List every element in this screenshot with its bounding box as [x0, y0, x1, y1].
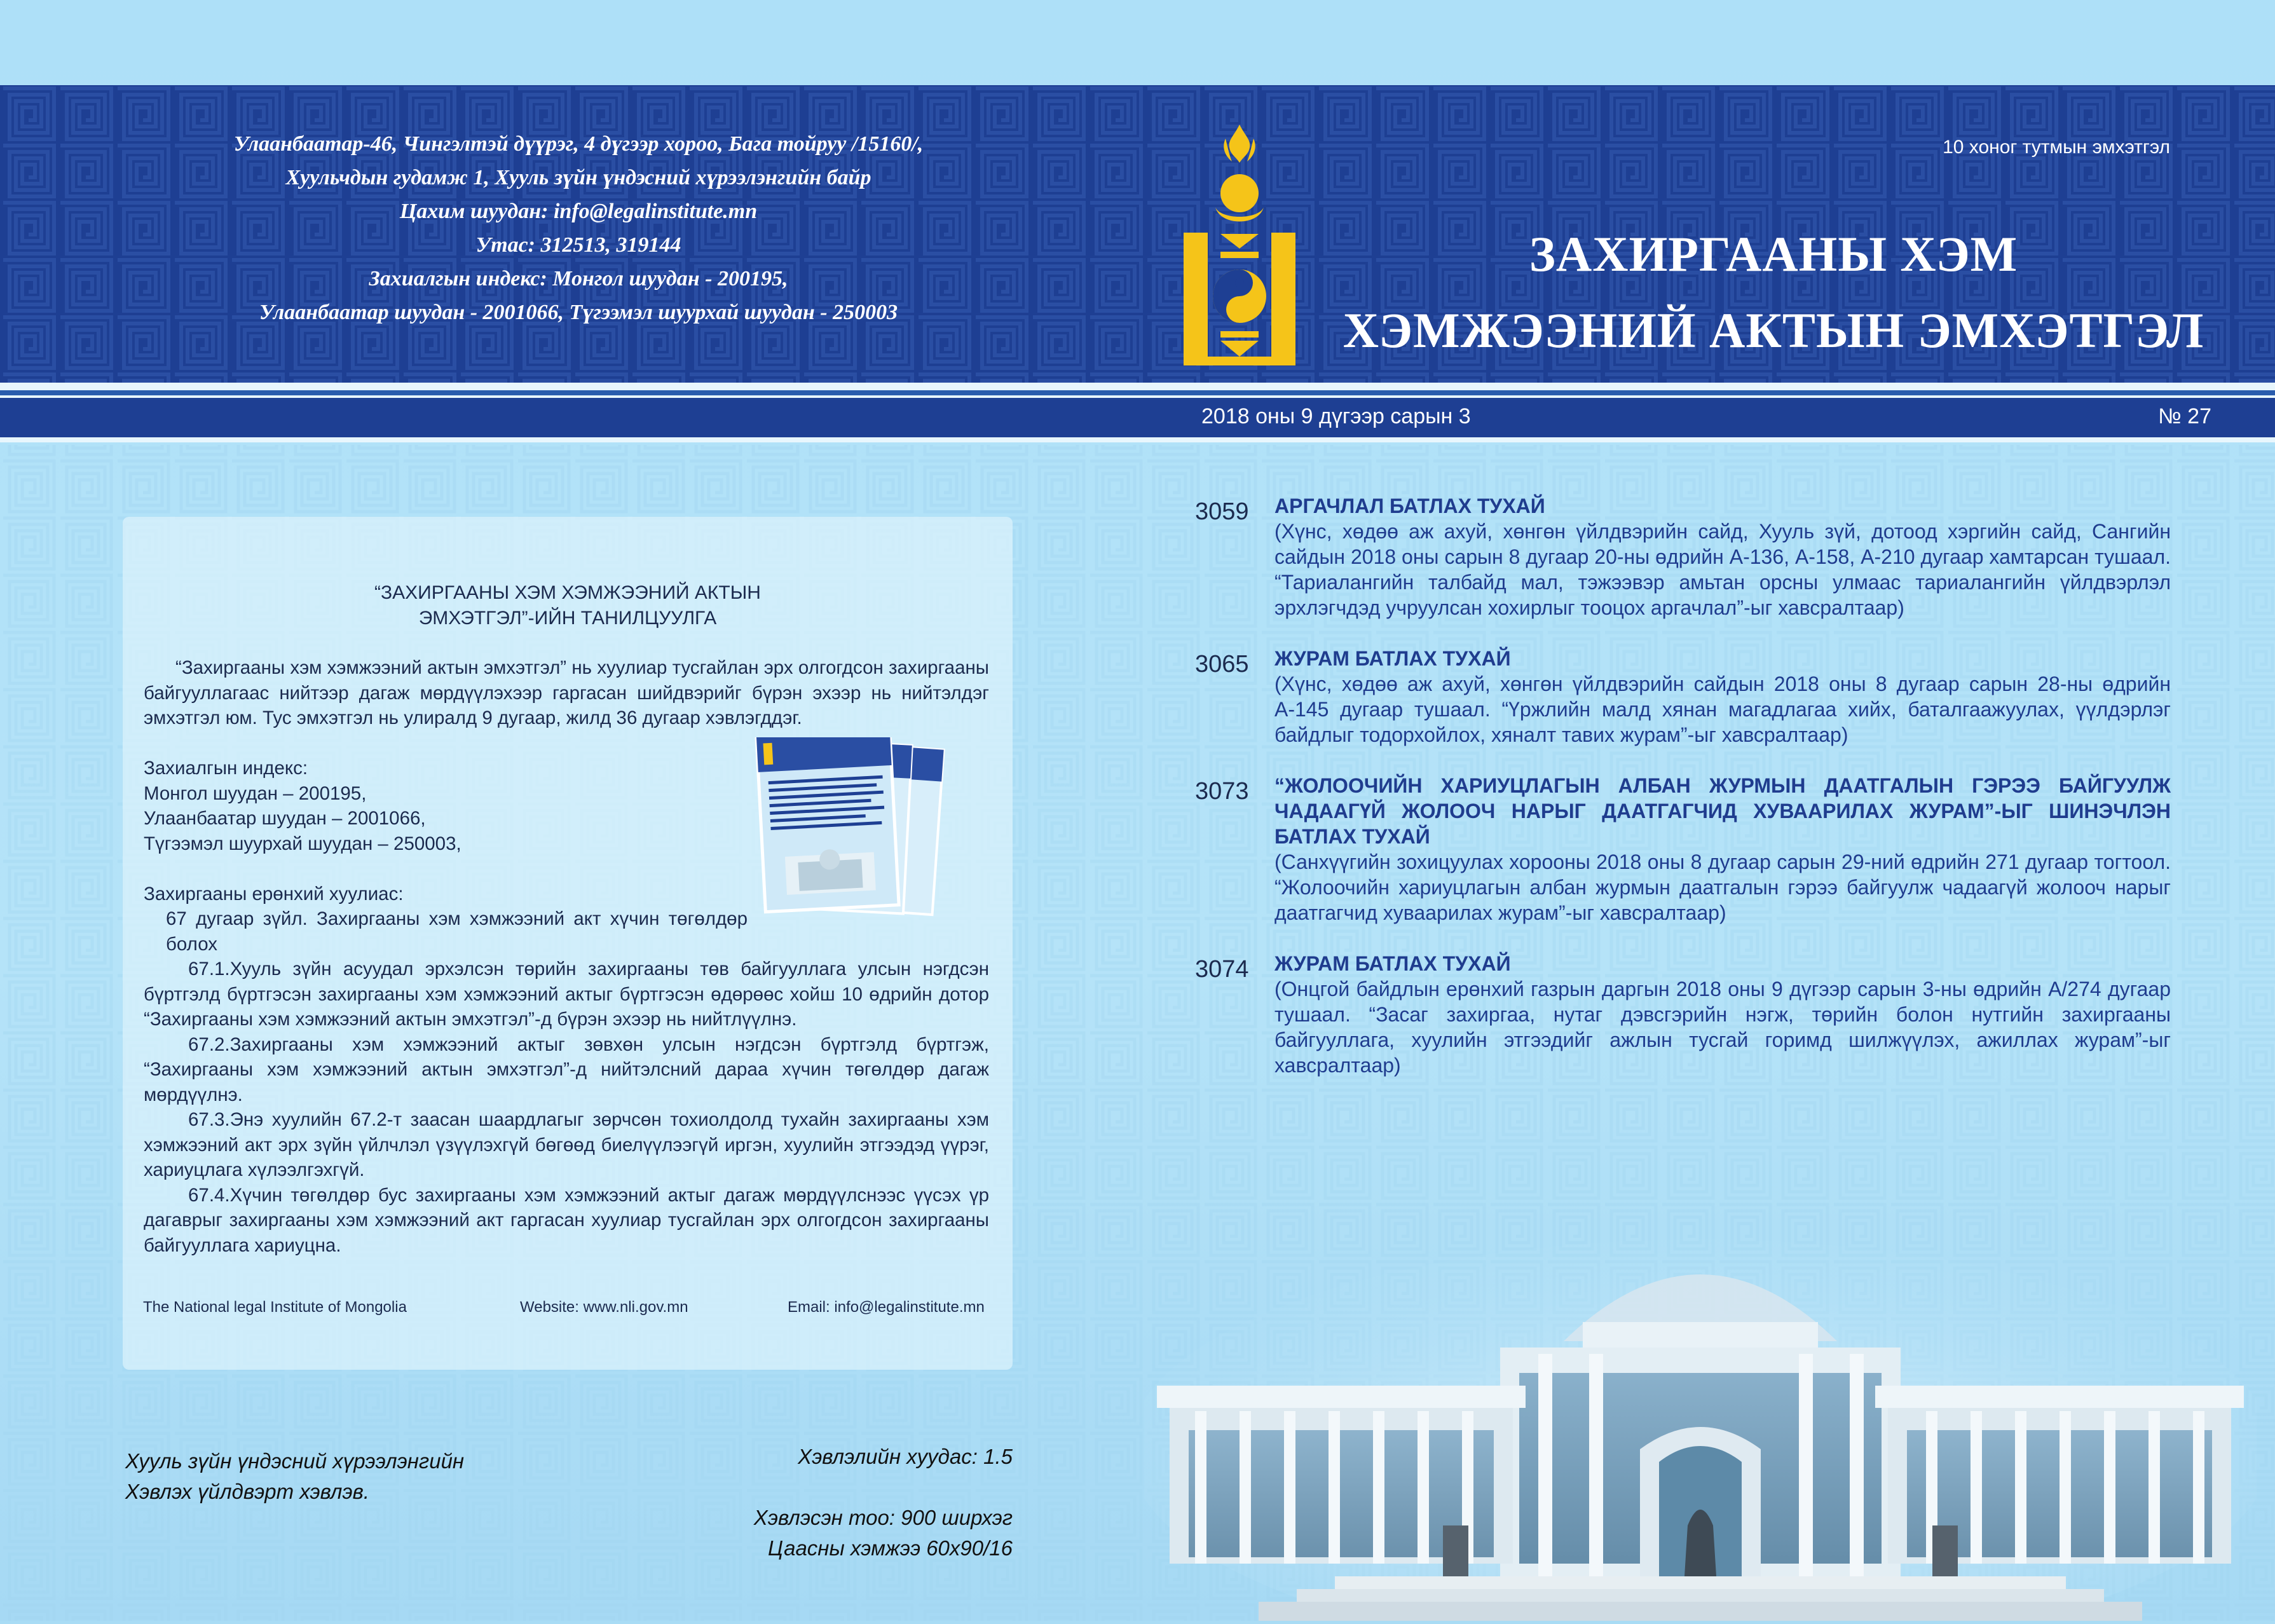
introduction-title-line: ЭМХЭТГЭЛ”-ИЙН ТАНИЛЦУУЛГА — [418, 608, 717, 629]
toc-description: (Онцгой байдлын ерөнхий газрын даргын 2018 оны 9 дүгээр сарын 3-ны өдрийн А/274 дугаар тушаал. “Засаг захиргаа, нутаг дэвсгэрийн нэгж, төрийн болон нутгийн захиргааны байгууллага, хуулийн этгээдийг ажлын тусгай горимд шилжүүлэх, ажиллах журам”-ыг хавсралтаар) — [1274, 978, 2171, 1077]
law-label: Захиргааны ерөнхий хуулиас: — [144, 883, 404, 904]
toc-description: (Хүнс, хөдөө аж ахуй, хөнгөн үйлдвэрийн сайд, Хууль зүй, дотоод хэргийн сайд, Сангийн сайдын 2018 оны сарын 8 дугаар 20-ны өдрийн А-136, А-158, А-210 дугаар хамтарсан тушаал. “Тариалангийн талбайд мал, тэжээвэр амьтан орсны улмаас тариалангийн үйлдвэрлэл эрхлэгчдэд учруулсан хохирлыг тооцох аргачлал”-ыг хавсралтаар) — [1274, 520, 2171, 619]
subscription-line: Улаанбаатар шуудан - 2001066, Түгээмэл шуурхай шуудан - 250003 — [259, 301, 898, 324]
footer-organization: The National legal Institute of Mongolia — [143, 1299, 407, 1316]
introduction-title-line: “ЗАХИРГААНЫ ХЭМ ХЭМЖЭЭНИЙ АКТЫН — [374, 582, 761, 603]
toc-page-number: 3073 — [1195, 778, 1249, 805]
toc-page-number: 3059 — [1195, 498, 1249, 525]
printer-line: Хууль зүйн үндэсний хүрээлэнгийн — [125, 1449, 465, 1473]
journal-title-line1: ЗАХИРГААНЫ ХЭМ — [1529, 226, 2018, 282]
law-clause: 67.4.Хүчин төгөлдөр бус захиргааны хэм хэмжээний актыг дагаж мөрдүүлснээс үүсэх үр дагаврыг захиргааны хэм хэмжээний акт гаргасан хуулиар тусгайлан эрх олгогдсон захиргааны байгууллага хариуцна. — [144, 1184, 989, 1256]
toc-description: (Санхүүгийн зохицуулах хорооны 2018 оны 8 дугаар сарын 29-ний өдрийн 271 дугаар тогтоол. “Жолоочийн хариуцлагын албан журмын даатгалын гэрээ байгуулж чадаагүй жолооч нарыг даатгагчид хуваарилах журам”-ыг хавсралтаар) — [1274, 850, 2171, 924]
footer-email: Email: info@legalinstitute.mn — [788, 1299, 985, 1316]
subscription-item: Түгээмэл шуурхай шуудан – 250003, — [144, 833, 461, 854]
phone-line: Утас: 312513, 319144 — [475, 233, 681, 257]
journal-booklets-image — [753, 737, 969, 925]
introduction-title — [123, 580, 1013, 631]
subscription-label: Захиалгын индекс: — [144, 758, 308, 779]
publication-frequency: 10 хоног тутмын эмхэтгэл — [1943, 137, 2170, 158]
journal-title-line2: ХЭМЖЭЭНИЙ АКТЫН ЭМХЭТГЭЛ — [1342, 303, 2204, 358]
toc-entry[interactable] — [1189, 493, 2171, 620]
government-palace-image — [1144, 1195, 2257, 1624]
publisher-address — [165, 127, 992, 329]
law-article: 67 дугаар зүйл. Захиргааны хэм хэмжээний акт хүчин төгөлдөр болох — [166, 908, 748, 955]
toc-entry[interactable] — [1189, 646, 2171, 747]
email-line: Цахим шуудан: info@legalinstitute.mn — [399, 200, 758, 223]
subscription-line: Захиалгын индекс: Монгол шуудан - 200195, — [369, 267, 788, 290]
toc-title: “ЖОЛООЧИЙН ХАРИУЦЛАГЫН АЛБАН ЖУРМЫН ДААТГАЛЫН ГЭРЭЭ БАЙГУУЛЖ ЧАДААГҮЙ ЖОЛООЧ НАРЫГ ДААТГАГЧИД ХУВААРИЛАХ ЖУРАМ”-ЫГ ШИНЭЧЛЭН БАТЛАХ ТУХАЙ — [1274, 774, 2171, 848]
address-line: Улаанбаатар-46, Чингэлтэй дүүрэг, 4 дүгээр хороо, Бага тойруу /15160/, — [233, 132, 924, 156]
divider — [0, 390, 2275, 395]
subscription-item: Монгол шуудан – 200195, — [144, 782, 367, 804]
journal-title — [1335, 216, 2212, 369]
print-details — [754, 1442, 1013, 1564]
introduction-panel — [123, 517, 1013, 1370]
toc-title: ЖУРАМ БАТЛАХ ТУХАЙ — [1274, 952, 1511, 975]
issue-date: 2018 оны 9 дүгээр сарын 3 — [1201, 404, 1471, 428]
law-clause: 67.3.Энэ хуулийн 67.2-т заасан шаардлагыг зөрчсөн тохиолдолд тухайн захиргааны хэм хэмжээний акт эрх зүйн үйлчлэл үзүүлэхгүй бөгөөд биелүүлээгүй иргэн, хуулийн этгээдэд үүрэг, хариуцлага хүлээлгэхгүй. — [144, 1109, 989, 1180]
toc-title: ЖУРАМ БАТЛАХ ТУХАЙ — [1274, 647, 1511, 670]
toc-entry[interactable] — [1189, 773, 2171, 925]
divider — [0, 437, 2275, 442]
subscription-item: Улаанбаатар шуудан – 2001066, — [144, 808, 426, 829]
print-sheets: Хэвлэлийн хуудас: 1.5 — [798, 1445, 1013, 1468]
table-of-contents — [1189, 493, 2171, 1103]
toc-page-number: 3065 — [1195, 651, 1249, 678]
toc-page-number: 3074 — [1195, 956, 1249, 983]
issue-number: № 27 — [2158, 404, 2211, 428]
footer-website: Website: www.nli.gov.mn — [520, 1299, 688, 1316]
law-clause: 67.1.Хууль зүйн асуудал эрхэлсэн төрийн захиргааны төв байгууллага улсын нэгдсэн бүртгэлд бүртгэсэн захиргааны хэм хэмжээний актыг бүртгэсэн өдөрөөс хойш 10 өдрийн дотор “Захиргааны хэм хэмжээний актын эмхэтгэл”-д бүрэн эхээр нь нийтлүүлнэ. — [144, 959, 989, 1030]
paper-size: Цаасны хэмжээ 60х90/16 — [768, 1536, 1013, 1560]
law-clause: 67.2.Захиргааны хэм хэмжээний актыг зөвхөн улсын нэгдсэн бүртгэлд бүртгэж, “Захиргааны хэм хэмжээний актын эмхэтгэл”-д нийтэлсний дараа хүчин төгөлдөр дагаж мөрдүүлнэ. — [144, 1034, 989, 1105]
address-line: Хуульчдын гудамж 1, Хууль зүйн үндэсний хүрээлэнгийн байр — [285, 166, 871, 189]
toc-title: АРГАЧЛАЛ БАТЛАХ ТУХАЙ — [1274, 495, 1545, 517]
intro-paragraph: “Захиргааны хэм хэмжээний актын эмхэтгэл” нь хуулиар тусгайлан эрх олгогдсон захиргааны байгууллагаас нийтээр дагаж мөрдүүлэхээр гаргасан шийдвэрийг бүрэн эхээр нь нийтэлдэг эмхэтгэл юм. Тус эмхэтгэл нь улиралд 9 дугаар, жилд 36 дугаар хэвлэгддэг. — [144, 657, 989, 728]
printer-info — [125, 1446, 464, 1507]
date-bar — [0, 398, 2275, 437]
toc-entry[interactable] — [1189, 951, 2171, 1078]
toc-description: (Хүнс, хөдөө аж ахуй, хөнгөн үйлдвэрийн сайдын 2018 оны 8 дугаар сарын 28-ны өдрийн А-145 дугаар тушаал. “Үржлийн малд хянан магадлагаа хийх, баталгаажуулах, үүлдэрлэг байдлыг тодорхойлох, хяналт тавих журам”-ыг хавсралтаар) — [1274, 672, 2171, 746]
soyombo-emblem-icon — [1176, 125, 1303, 369]
print-copies: Хэвлэсэн тоо: 900 ширхэг — [753, 1506, 1013, 1529]
divider — [0, 383, 2275, 390]
printer-line: Хэвлэх үйлдвэрт хэвлэв. — [125, 1480, 369, 1503]
